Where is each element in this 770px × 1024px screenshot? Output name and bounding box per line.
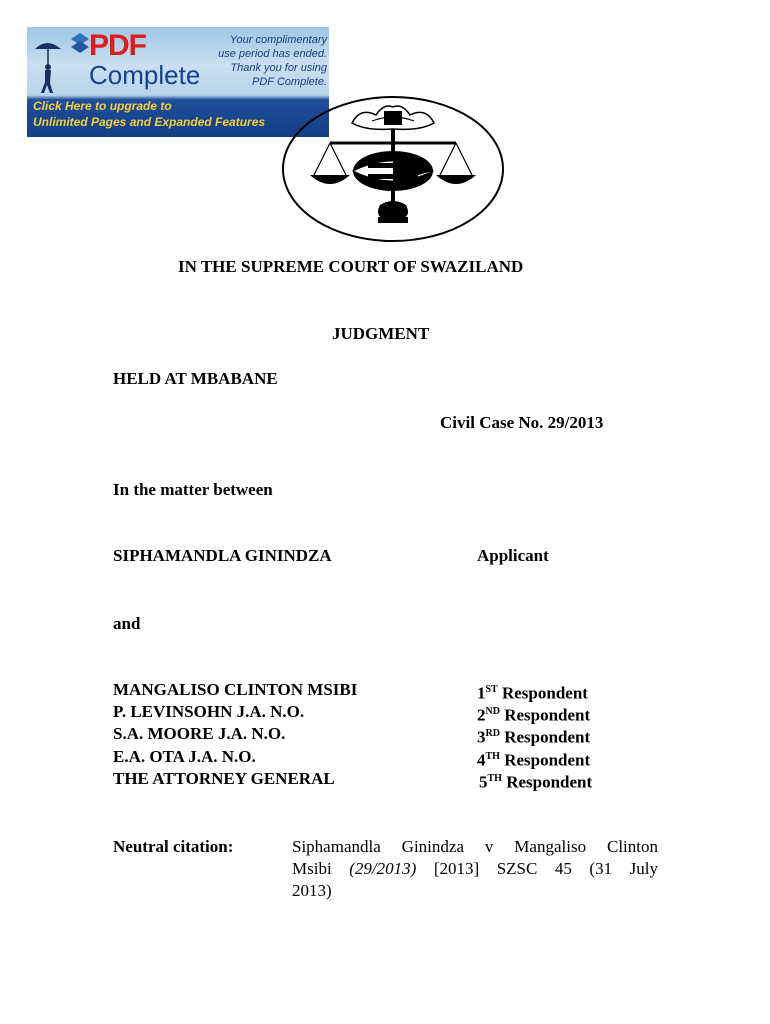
citation-part: [2013] SZSC 45 (31 July: [416, 859, 658, 878]
respondent-role: [477, 723, 590, 749]
pdf-complete-logo: [89, 31, 200, 88]
respondent-ordinal: 5: [479, 772, 488, 792]
respondent-role-label: Respondent: [499, 727, 591, 747]
respondent-ordinal-suffix: ND: [485, 706, 500, 717]
respondent-ordinal-suffix: ST: [485, 684, 498, 695]
trial-message-line: Thank you for using: [230, 62, 327, 74]
held-at: HELD AT MBABANE: [113, 369, 278, 388]
respondent-ordinal: 1: [477, 683, 486, 703]
respondent-name: MANGALISO CLINTON MSIBI: [113, 680, 358, 699]
case-number: Civil Case No. 29/2013: [440, 413, 604, 432]
trial-message-line: Your complimentary: [229, 34, 327, 46]
applicant-name: SIPHAMANDLA GININDZA: [113, 546, 332, 565]
brand-complete: Complete: [89, 60, 201, 90]
respondent-ordinal-suffix: RD: [485, 728, 500, 739]
respondent-name: P. LEVINSOHN J.A. N.O.: [113, 702, 305, 721]
matter-between: In the matter between: [113, 480, 273, 499]
respondent-role-label: Respondent: [497, 683, 588, 703]
and-text: and: [113, 614, 141, 633]
neutral-citation-label: Neutral citation:: [113, 837, 234, 856]
pdf-diamond-icon: [71, 33, 89, 53]
respondent-role-label: Respondent: [501, 772, 593, 792]
trial-message: [205, 33, 327, 89]
respondent-ordinal-suffix: TH: [487, 773, 502, 784]
respondent-ordinal: 4: [477, 750, 486, 770]
trial-message-line: PDF Complete.: [252, 76, 327, 88]
respondent-role-label: Respondent: [499, 750, 591, 770]
person-umbrella-icon: [31, 35, 67, 95]
court-heading: IN THE SUPREME COURT OF SWAZILAND: [178, 257, 524, 276]
citation-line: [292, 858, 658, 880]
court-emblem-icon: [280, 93, 506, 243]
upgrade-link-line[interactable]: Click Here to upgrade to: [33, 99, 172, 113]
citation-line: 2013): [292, 881, 332, 900]
respondent-role-label: Respondent: [499, 705, 591, 725]
respondent-name: THE ATTORNEY GENERAL: [113, 769, 335, 788]
respondent-name: E.A. OTA J.A. N.O.: [113, 747, 256, 766]
applicant-role: Applicant: [477, 546, 549, 565]
citation-case-number: (29/2013): [349, 859, 417, 878]
respondent-role: [479, 768, 592, 794]
citation-part: Msibi: [292, 859, 350, 878]
upgrade-link-line[interactable]: Unlimited Pages and Expanded Features: [33, 115, 266, 129]
trial-message-line: use period has ended.: [218, 48, 327, 60]
respondent-ordinal: 3: [477, 727, 486, 747]
respondent-name: S.A. MOORE J.A. N.O.: [113, 724, 286, 743]
citation-line: Siphamandla Ginindza v Mangaliso Clinton: [292, 837, 658, 856]
respondent-ordinal: 2: [477, 705, 486, 725]
respondent-ordinal-suffix: TH: [485, 751, 500, 762]
neutral-citation-text: [292, 836, 658, 902]
judgment-heading: JUDGMENT: [332, 324, 430, 343]
brand-pdf: PDF: [89, 29, 146, 62]
